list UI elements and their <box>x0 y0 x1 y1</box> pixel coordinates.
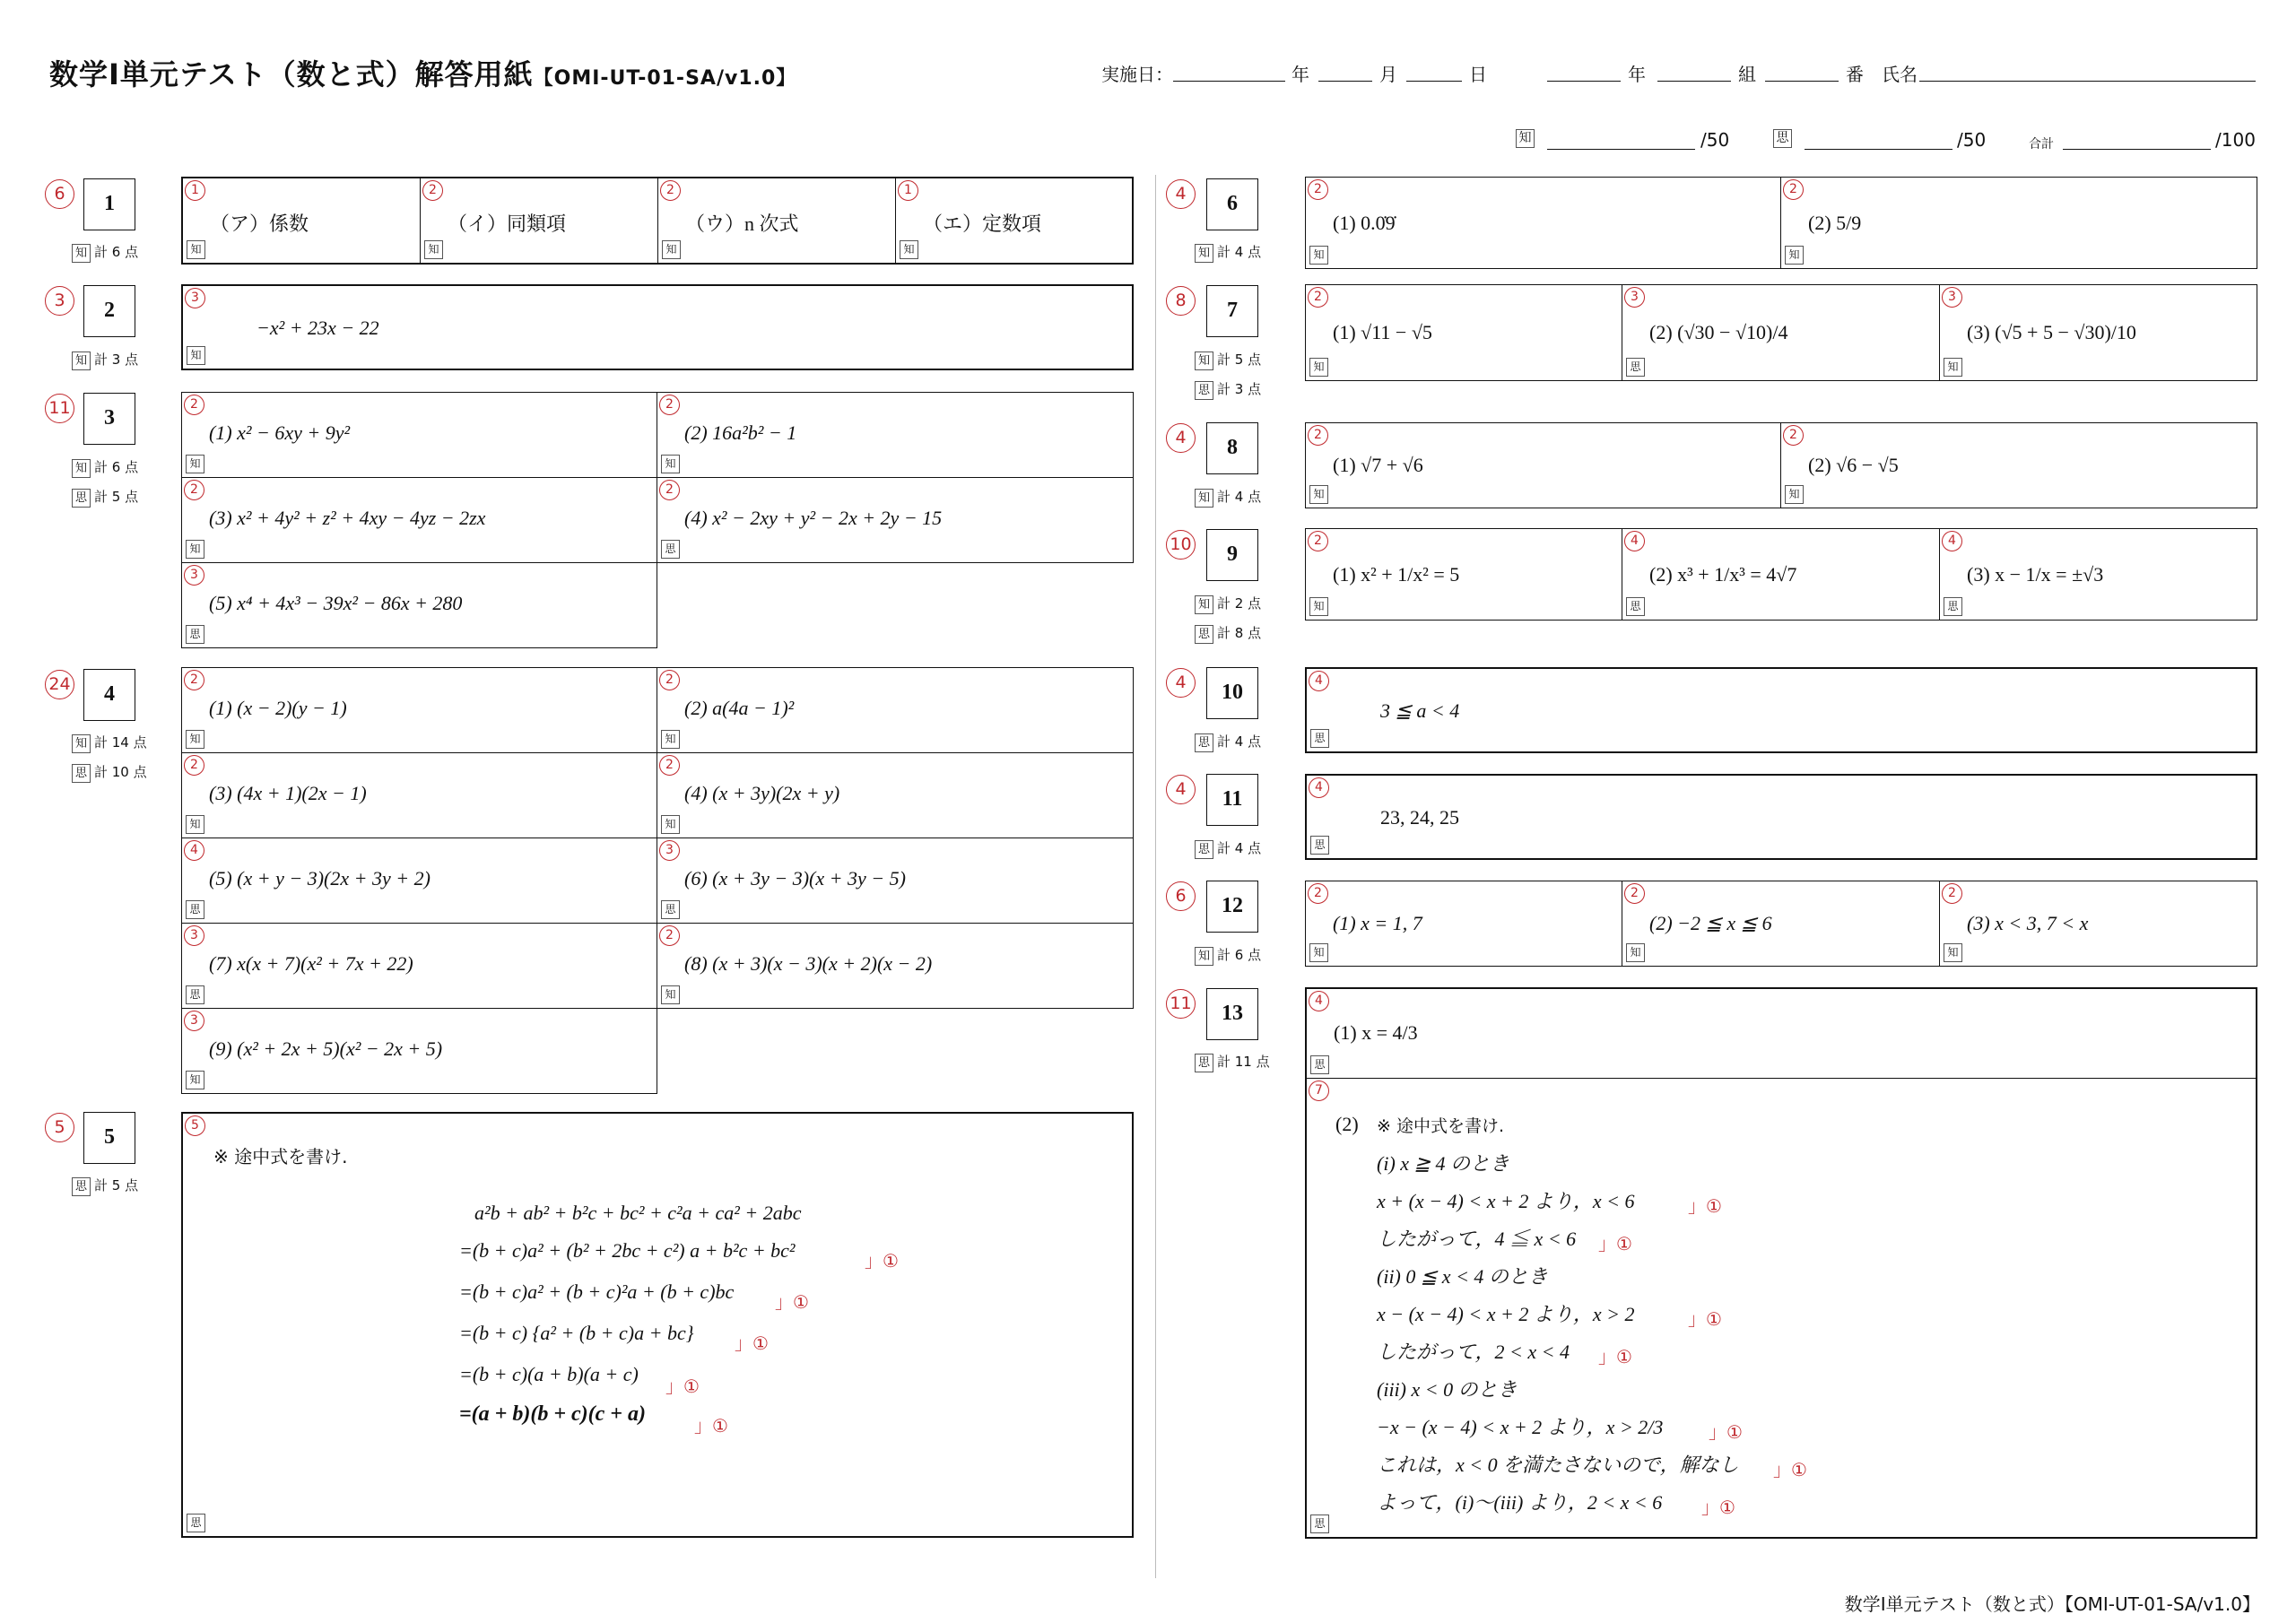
q4-cell-1[interactable]: 2 (1) (x − 2)(y − 1) 知 <box>181 667 657 753</box>
year-label: 年 <box>1292 64 1309 85</box>
q9-points-chi: 知 計 2 点 <box>1195 594 1261 614</box>
q13-partial-mark: 」① <box>1701 1497 1735 1518</box>
q13-line-9: これは，x < 0 を満たさないので，解なし <box>1377 1454 1739 1476</box>
q5-partial-mark: 」① <box>775 1291 809 1313</box>
q5-partial-mark: 」① <box>694 1415 728 1436</box>
q4-cell-3[interactable]: 2 (3) (4x + 1)(2x − 1) 知 <box>181 752 657 838</box>
q10-points: 思 計 4 点 <box>1195 732 1261 752</box>
q8-number: 8 <box>1206 422 1258 474</box>
q13-part-label: (2) <box>1335 1113 1359 1135</box>
total-score-field[interactable] <box>2063 149 2211 150</box>
date-label: 実施日： <box>1101 64 1173 85</box>
q5-partial-mark: 」① <box>665 1376 700 1397</box>
q3-points-chi: 知 計 6 点 <box>72 457 138 478</box>
q13-line-2: x + (x − 4) < x + 2 より，x < 6 <box>1377 1190 1635 1212</box>
q5-mark: 5 <box>185 1115 205 1136</box>
q13-line-8: −x − (x − 4) < x + 2 より，x > 2/3 <box>1377 1416 1664 1438</box>
grade-year-label: 年 <box>1628 64 1646 85</box>
q1-cell[interactable]: 2 （ウ）n 次式 知 <box>658 178 896 263</box>
q5-number: 5 <box>83 1112 135 1164</box>
q13-partial-mark: 」① <box>1773 1459 1807 1480</box>
q13-partial-mark: 」① <box>1598 1346 1632 1367</box>
date-year-field[interactable] <box>1173 81 1285 82</box>
q13-line-3: したがって，4 ≦ x < 6 <box>1377 1228 1577 1250</box>
shi-score-field[interactable] <box>1805 149 1952 150</box>
total-max: /100 <box>2215 129 2256 151</box>
q4-number: 4 <box>83 669 135 721</box>
column-divider <box>1155 175 1156 1578</box>
q10-number: 10 <box>1206 667 1258 719</box>
number-label: 番 <box>1846 64 1864 85</box>
q3-total-circle: 11 <box>45 394 74 423</box>
q3-cell-4[interactable]: 2 (4) x² − 2xy + y² − 2x + 2y − 15 思 <box>657 477 1134 563</box>
q13-total-circle: 11 <box>1166 989 1196 1019</box>
q7-points-shi: 思 計 3 点 <box>1195 379 1261 400</box>
q3-cell-3[interactable]: 2 (3) x² + 4y² + z² + 4xy − 4yz − 2zx 知 <box>181 477 657 563</box>
q6-points: 知 計 4 点 <box>1195 242 1261 263</box>
q9-cell-1[interactable]: 2 (1) x² + 1/x² = 5 知 <box>1305 528 1622 621</box>
q13-points: 思 計 11 点 <box>1195 1052 1270 1072</box>
q2-mark: 3 <box>185 288 205 308</box>
q5-tag: 思 <box>187 1514 205 1532</box>
q1-number: 1 <box>83 178 135 230</box>
q7-cell-2[interactable]: 3 (2) (√30 − √10)/4 思 <box>1622 284 1940 381</box>
q12-total-circle: 6 <box>1166 881 1196 911</box>
q4-cell-4[interactable]: 2 (4) (x + 3y)(2x + y) 知 <box>657 752 1134 838</box>
q4-cell-2[interactable]: 2 (2) a(4a − 1)² 知 <box>657 667 1134 753</box>
q5-note: ※ 途中式を書け. <box>213 1146 348 1167</box>
q3-cell-5[interactable]: 3 (5) x⁴ + 4x³ − 39x² − 86x + 280 思 <box>181 562 657 648</box>
month-label: 月 <box>1379 64 1397 85</box>
q13-partial-mark: 」① <box>1709 1421 1743 1443</box>
q3-number: 3 <box>83 393 135 445</box>
q13-line-6: したがって，2 < x < 4 <box>1377 1341 1570 1363</box>
q5-partial-mark: 」① <box>865 1250 899 1271</box>
q2-tag: 知 <box>187 346 205 365</box>
q2-answer-box[interactable] <box>181 284 1134 370</box>
q8-cell-2[interactable]: 2 (2) √6 − √5 知 <box>1780 422 2257 508</box>
q9-cell-2[interactable]: 4 (2) x³ + 1/x³ = 4√7 思 <box>1622 528 1940 621</box>
q11-points: 思 計 4 点 <box>1195 838 1261 859</box>
q2-points: 知 計 3 点 <box>72 350 138 370</box>
number-field[interactable] <box>1765 81 1839 82</box>
q12-cell-3[interactable]: 2 (3) x < 3, 7 < x 知 <box>1939 881 2257 967</box>
q13-mark-2: 7 <box>1309 1081 1329 1101</box>
q13-note: ※ 途中式を書け. <box>1377 1116 1504 1136</box>
date-month-field[interactable] <box>1318 81 1372 82</box>
q3-cell-1[interactable]: 2 (1) x² − 6xy + 9y² 知 <box>181 392 657 478</box>
q9-total-circle: 10 <box>1166 530 1196 560</box>
page-footer: 数学Ⅰ単元テスト（数と式）【OMI-UT-01-SA/v1.0】 <box>1844 1593 2260 1615</box>
q5-partial-mark: 」① <box>735 1332 769 1354</box>
chi-max: /50 <box>1700 129 1730 151</box>
shi-tag: 思 <box>1773 129 1792 148</box>
q12-cell-1[interactable]: 2 (1) x = 1, 7 知 <box>1305 881 1622 967</box>
q13-partial-mark: 」① <box>1688 1308 1722 1330</box>
q5-answer-box[interactable] <box>181 1112 1134 1538</box>
q6-number: 6 <box>1206 178 1258 230</box>
q4-cell-7[interactable]: 3 (7) x(x + 7)(x² + 7x + 22) 思 <box>181 923 657 1009</box>
shi-max: /50 <box>1957 129 1987 151</box>
q7-number: 7 <box>1206 285 1258 337</box>
q1-answer-box <box>181 177 1134 265</box>
q6-cell-1[interactable]: 2 (1) 0.0̇9̇ 知 <box>1305 177 1781 269</box>
name-field[interactable] <box>1919 81 2256 82</box>
q4-points-shi: 思 計 10 点 <box>72 762 147 783</box>
q9-number: 9 <box>1206 529 1258 581</box>
title-code: 【OMI-UT-01-SA/v1.0】 <box>533 67 797 90</box>
q11-total-circle: 4 <box>1166 775 1196 804</box>
q13-tag-2: 思 <box>1310 1515 1329 1533</box>
class-label: 組 <box>1738 64 1756 85</box>
q13-cell-2[interactable] <box>1307 1079 2256 1537</box>
q13-line-5: x − (x − 4) < x + 2 より，x > 2 <box>1377 1303 1635 1325</box>
chi-tag: 知 <box>1516 129 1535 148</box>
q4-points-chi: 知 計 14 点 <box>72 733 147 753</box>
q9-cell-3[interactable]: 4 (3) x − 1/x = ±√3 思 <box>1939 528 2257 621</box>
q10-total-circle: 4 <box>1166 668 1196 698</box>
q3-points-shi: 思 計 5 点 <box>72 487 138 508</box>
q5-line-1: a²b + ab² + b²c + bc² + c²a + ca² + 2abc <box>474 1202 802 1224</box>
q8-cell-1[interactable]: 2 (1) √7 + √6 知 <box>1305 422 1781 508</box>
q1-cell[interactable]: 2 （イ）同類項 知 <box>421 178 658 263</box>
q4-cell-6[interactable]: 3 (6) (x + 3y − 3)(x + 3y − 5) 思 <box>657 838 1134 924</box>
q7-cell-1[interactable]: 2 (1) √11 − √5 知 <box>1305 284 1622 381</box>
q2-number: 2 <box>83 285 135 337</box>
page-title: 数学Ⅰ単元テスト（数と式）解答用紙【OMI-UT-01-SA/v1.0】 <box>49 57 797 91</box>
q5-line-4: =(b + c) {a² + (b + c)a + bc} <box>459 1322 694 1344</box>
q4-cell-5[interactable]: 4 (5) (x + y − 3)(2x + 3y + 2) 思 <box>181 838 657 924</box>
q12-cell-2[interactable]: 2 (2) −2 ≦ x ≦ 6 知 <box>1622 881 1940 967</box>
q7-total-circle: 8 <box>1166 286 1196 316</box>
q5-line-6: =(a + b)(b + c)(c + a) <box>459 1402 646 1426</box>
q1-cell[interactable]: 1 （エ）定数項 知 <box>896 178 1132 263</box>
q4-cell-8[interactable]: 2 (8) (x + 3)(x − 3)(x + 2)(x − 2) 知 <box>657 923 1134 1009</box>
q13-line-7: (iii) x < 0 のとき <box>1377 1378 1518 1401</box>
q13-partial-mark: 」① <box>1598 1233 1632 1254</box>
q2-total-circle: 3 <box>45 286 74 316</box>
q4-total-circle: 24 <box>45 670 74 699</box>
q5-line-5: =(b + c)(a + b)(a + c) <box>459 1363 639 1385</box>
q5-total-circle: 5 <box>45 1113 74 1142</box>
q10-answer-box[interactable]: 4 3 ≦ a < 4 思 <box>1305 667 2257 753</box>
q8-total-circle: 4 <box>1166 423 1196 453</box>
q5-line-2: =(b + c)a² + (b² + 2bc + c²) a + b²c + bc² <box>459 1239 796 1262</box>
q8-points: 知 計 4 点 <box>1195 487 1261 508</box>
total-label: 合計 <box>2029 137 2054 152</box>
q12-points: 知 計 6 点 <box>1195 945 1261 966</box>
q11-number: 11 <box>1206 774 1258 826</box>
q13-line-4: (ii) 0 ≦ x < 4 のとき <box>1377 1265 1548 1288</box>
q1-cell[interactable]: 1 （ア）係数 知 <box>183 178 421 263</box>
q3-cell-2[interactable]: 2 (2) 16a²b² − 1 知 <box>657 392 1134 478</box>
q11-answer-box[interactable]: 4 23, 24, 25 思 <box>1305 774 2257 860</box>
grade-field[interactable] <box>1547 81 1621 82</box>
q13-cell-1[interactable]: 4 (1) x = 4/3 思 <box>1307 989 2256 1079</box>
date-day-field[interactable] <box>1406 81 1462 82</box>
q13-line-10: よって，(i)〜(iii) より，2 < x < 6 <box>1377 1491 1663 1514</box>
q5-line-3: =(b + c)a² + (b + c)²a + (b + c)bc <box>459 1280 735 1303</box>
day-label: 日 <box>1469 64 1487 85</box>
chi-score-field[interactable] <box>1547 149 1695 150</box>
q1-total-circle: 6 <box>45 179 74 209</box>
q9-points-shi: 思 計 8 点 <box>1195 623 1261 644</box>
q5-points: 思 計 5 点 <box>72 1176 138 1196</box>
q7-cell-3[interactable]: 3 (3) (√5 + 5 − √30)/10 知 <box>1939 284 2257 381</box>
q13-line-1: (i) x ≧ 4 のとき <box>1377 1152 1509 1175</box>
q6-total-circle: 4 <box>1166 179 1196 209</box>
q6-cell-2[interactable]: 2 (2) 5/9 知 <box>1780 177 2257 269</box>
q2-answer: −x² + 23x − 22 <box>257 317 379 339</box>
q4-cell-9[interactable]: 3 (9) (x² + 2x + 5)(x² − 2x + 5) 知 <box>181 1008 657 1094</box>
q12-number: 12 <box>1206 881 1258 933</box>
q7-points-chi: 知 計 5 点 <box>1195 350 1261 370</box>
q13-partial-mark: 」① <box>1688 1195 1722 1217</box>
q13-number: 13 <box>1206 988 1258 1040</box>
class-field[interactable] <box>1657 81 1731 82</box>
name-label: 氏名 <box>1882 64 1918 85</box>
q1-points: 知 計 6 点 <box>72 242 138 263</box>
q13-answer-box <box>1305 987 2257 1539</box>
